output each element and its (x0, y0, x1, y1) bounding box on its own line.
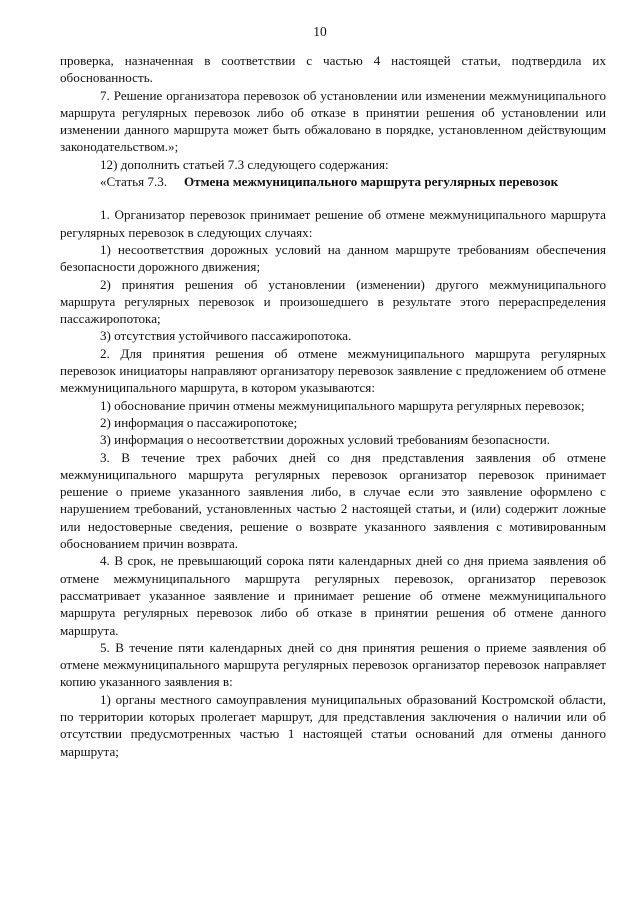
page-number: 10 (313, 24, 327, 39)
article-part-3: 3. В течение трех рабочих дней со дня представления заявления об отмене межмуниципального маршрута регулярных перевозок организатор перевозок принимает решение о приеме указанного заявления либо, в случае если это заявление оформлено с нарушением требований, установленных частью 2 настоящей статьи, и (или) содержит ложные или недостоверные сведения, решение о возврате указанного заявления с мотивированным обоснованием причин возврата. (60, 449, 606, 552)
list-item: 3) отсутствия устойчивого пассажиропотока. (100, 328, 352, 344)
article-part-2: 2. Для принятия решения об отмене межмуниципального маршрута регулярных перевозок инициаторы направляют организатору перевозок заявление с предложением об отмене межмуниципального маршрута, в котором указываются: (60, 345, 606, 396)
paragraph-item-7: 7. Решение организатора перевозок об установлении или изменении межмуниципального маршрута регулярных перевозок либо об отказе в принятии решения об установлении или изменении данного маршрута может быть обжаловано в порядке, установленном действующим законодательством.»; (60, 87, 606, 155)
list-item: 1) несоответствия дорожных условий на данном маршруте требованиям обеспечения безопасности дорожного движения; (60, 241, 606, 275)
list-item: 2) принятия решения об установлении (изменении) другого межмуниципального маршрута регулярных перевозок и произошедшего в результате этого перераспределения пассажиропотока; (60, 276, 606, 327)
article-part-5: 5. В течение пяти календарных дней со дня принятия решения о приеме заявления об отмене межмуниципального маршрута регулярных перевозок организатор перевозок направляет копию указанного заявления в: (60, 639, 606, 690)
document-body (60, 52, 606, 760)
list-item: 3) информация о несоответствии дорожных условий требованиям безопасности. (100, 432, 550, 448)
list-item: 1) обоснование причин отмены межмуниципального маршрута регулярных перевозок; (100, 397, 585, 413)
article-title: Отмена межмуниципального маршрута регулярных перевозок (184, 174, 559, 190)
paragraph-item-12: 12) дополнить статьей 7.3 следующего содержания: (100, 156, 389, 172)
list-item: 1) органы местного самоуправления муниципальных образований Костромской области, по территории которых пролегает маршрут, для представления заключения о наличии или об отсутствии предусмотренных частью 1 настоящей статьи оснований для отмены данного маршрута; (60, 691, 606, 759)
article-heading (60, 173, 606, 190)
article-part-1: 1. Организатор перевозок принимает решение об отмене межмуниципального маршрута регулярных перевозок в следующих случаях: (60, 207, 606, 240)
list-item: 2) информация о пассажиропотоке; (100, 414, 298, 430)
article-number: «Статья 7.3. (100, 174, 168, 190)
paragraph-continuation: проверка, назначенная в соответствии с частью 4 настоящей статьи, подтвердила их обоснованность. (60, 53, 606, 86)
article-part-4: 4. В срок, не превышающий сорока пяти календарных дней со дня приема заявления об отмене межмуниципального маршрута регулярных перевозок, организатор перевозок рассматривает указанное заявление и принимает решение об отмене межмуниципального маршрута регулярных перевозок либо об отказе в принятии решения об отмене данного маршрута. (60, 553, 606, 638)
